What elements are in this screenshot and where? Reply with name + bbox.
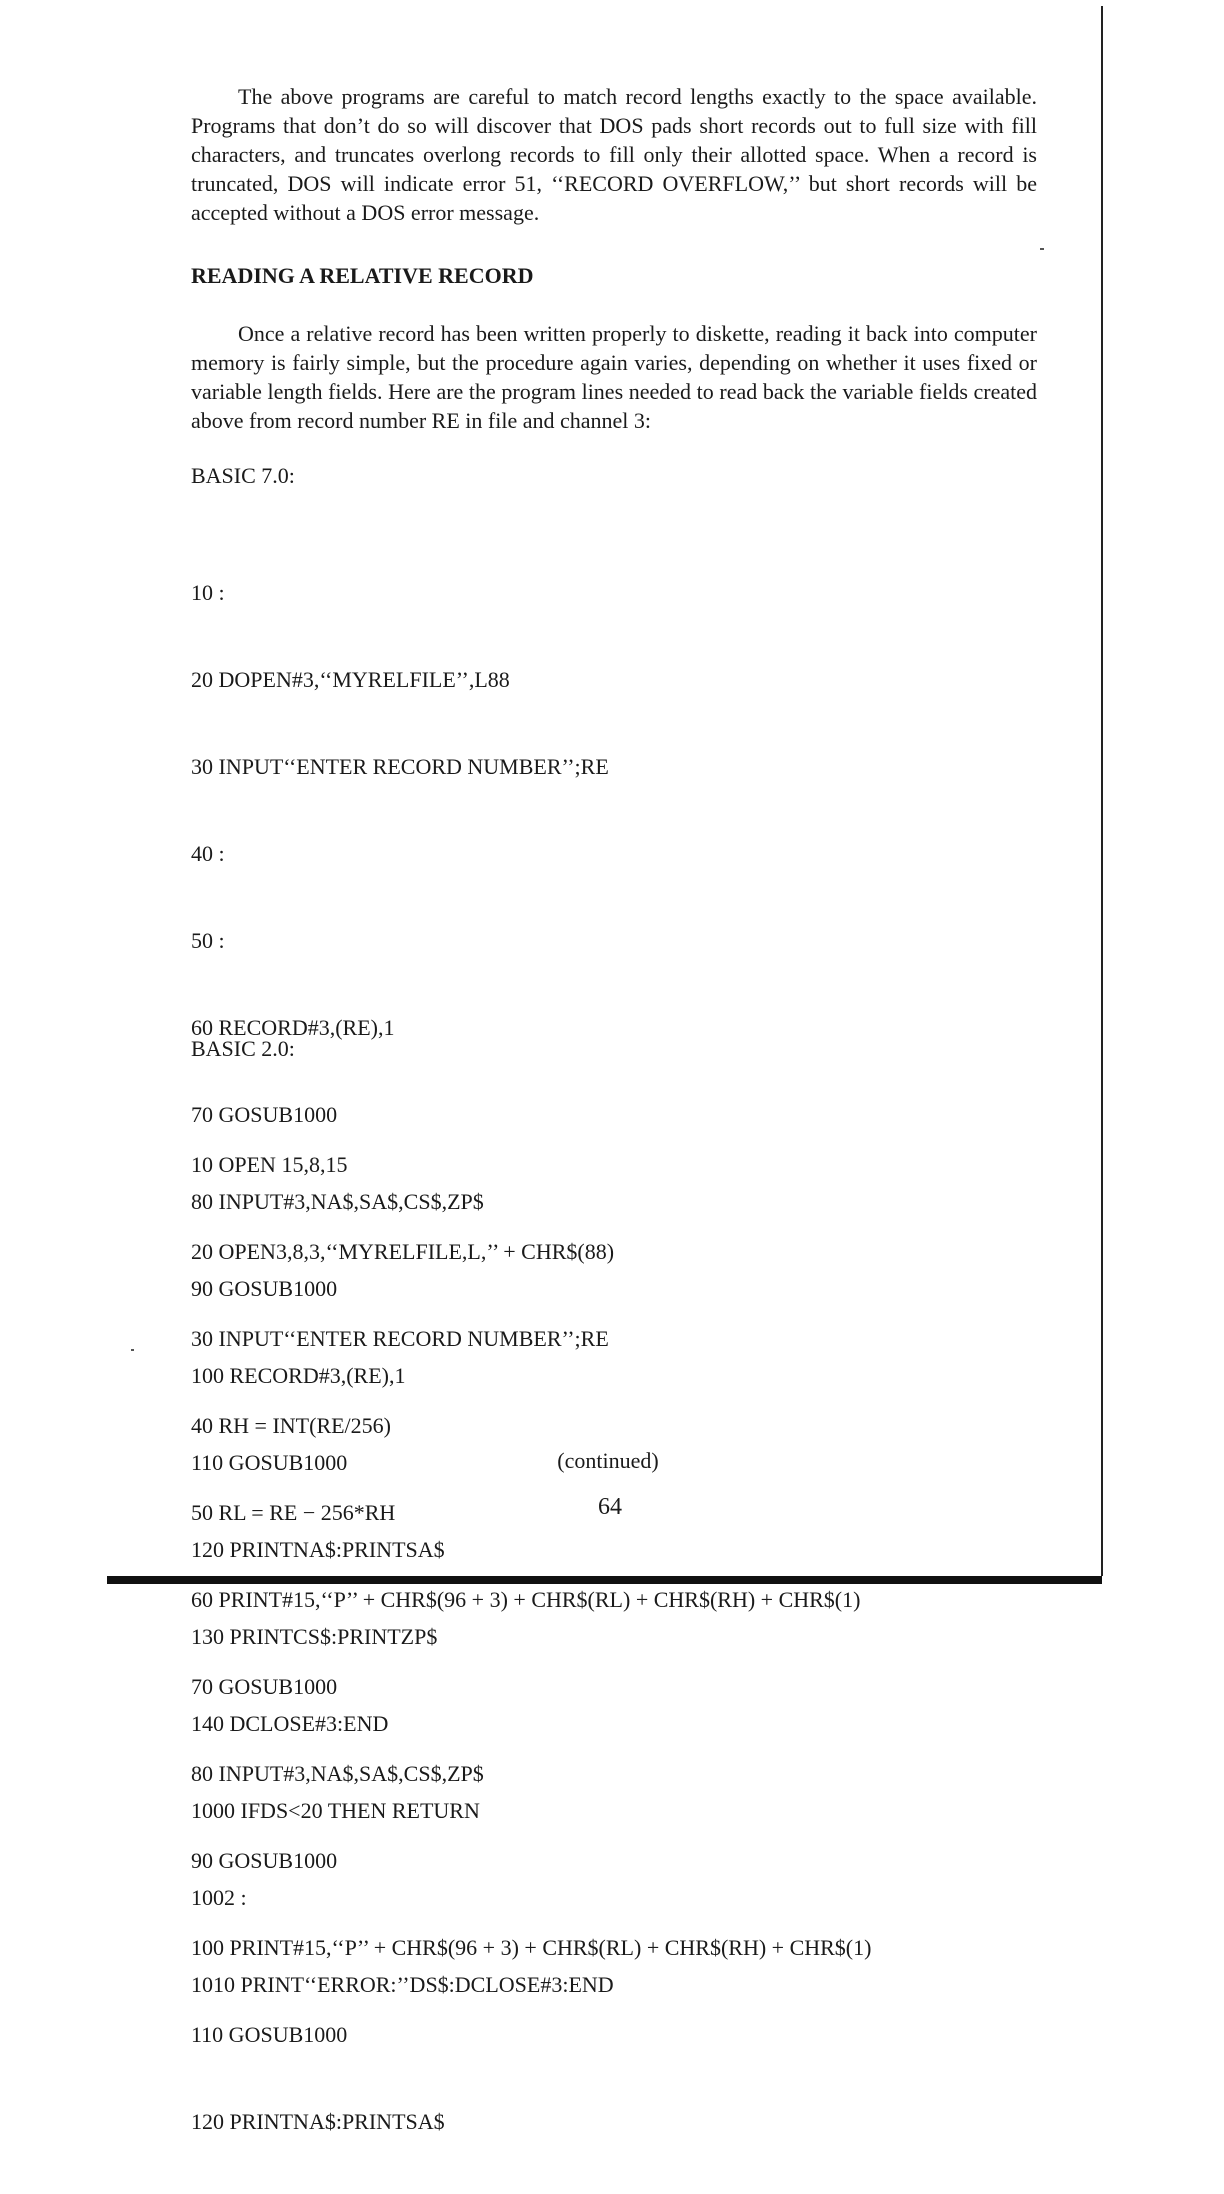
code-line: 20 DOPEN#3,‘‘MYRELFILE’’,L88 [191,667,510,692]
scan-speck [1040,248,1044,250]
section-paragraph: Once a relative record has been written properly to diskette, reading it back into computer memory is fairly simple, but the procedure again varies, depending on whether it uses fixed or variable length fields. Here are the program lines needed to read back the variable fields created above from record number RE in file and channel 3: [191,321,1037,433]
page-edge-rule [1101,6,1103,1576]
code-line: 1010 PRINT‘‘ERROR:’’DS$:DCLOSE#3:END [191,1972,614,1997]
code-line: 60 PRINT#15,‘‘P’’ + CHR$(96 + 3) + CHR$(RL) + CHR$(RH) + CHR$(1) [191,1587,861,1612]
basic70-label: BASIC 7.0: [191,463,295,488]
code-line: 40 RH = INT(RE/256) [191,1413,391,1438]
code-line: 80 INPUT#3,NA$,SA$,CS$,ZP$ [191,1189,484,1214]
intro-paragraph: The above programs are careful to match record lengths exactly to the space available. Programs that don’t do so will discover that DOS pads short records out to full size with fill characters, and truncates overlong records to fill only their allotted space. When a record is truncated, DOS will indicate error 51, ‘‘RECORD OVERFLOW,’’ but short records will be accepted without a DOS error message. [191,84,1037,225]
code-line: 1002 : [191,1885,247,1910]
code-line: 40 : [191,841,225,866]
code-line: 130 PRINTCS$:PRINTZP$ [191,1624,438,1649]
code-line: 10 : [191,580,225,605]
code-line: 90 GOSUB1000 [191,1848,338,1873]
code-line: 90 GOSUB1000 [191,1276,338,1301]
page-number: 64 [598,1494,622,1520]
code-line: 100 RECORD#3,(RE),1 [191,1363,406,1388]
continued-label [0,1446,1224,1475]
scan-speck [131,1349,134,1351]
code-line: 120 PRINTNA$:PRINTSA$ [191,2109,445,2134]
code-line: 30 INPUT‘‘ENTER RECORD NUMBER’’;RE [191,754,609,779]
code-line: 80 INPUT#3,NA$,SA$,CS$,ZP$ [191,1761,484,1786]
code-line: 20 OPEN3,8,3,‘‘MYRELFILE,L,’’ + CHR$(88) [191,1239,615,1264]
code-line: 10 OPEN 15,8,15 [191,1152,348,1177]
code-line: 1000 IFDS<20 THEN RETURN [191,1798,480,1823]
code-line: 60 RECORD#3,(RE),1 [191,1015,395,1040]
code-line: 50 : [191,928,225,953]
code-line: 50 RL = RE − 256*RH [191,1500,396,1525]
code-line: 140 DCLOSE#3:END [191,1711,389,1736]
code-line: 30 INPUT‘‘ENTER RECORD NUMBER’’;RE [191,1326,609,1351]
code-line: 110 GOSUB1000 [191,2022,348,2047]
code-line: 110 GOSUB1000 [191,1450,348,1475]
basic20-code-listing [191,1092,871,2194]
section-heading: READING A RELATIVE RECORD [191,263,534,288]
continued-text: (continued) [557,1448,659,1473]
code-line: 100 PRINT#15,‘‘P’’ + CHR$(96 + 3) + CHR$(RL) + CHR$(RH) + CHR$(1) [191,1935,872,1960]
code-line: 70 GOSUB1000 [191,1102,338,1127]
basic20-label: BASIC 2.0: [191,1036,295,1061]
code-line: 120 PRINTNA$:PRINTSA$ [191,1537,445,1562]
code-line: 70 GOSUB1000 [191,1674,338,1699]
